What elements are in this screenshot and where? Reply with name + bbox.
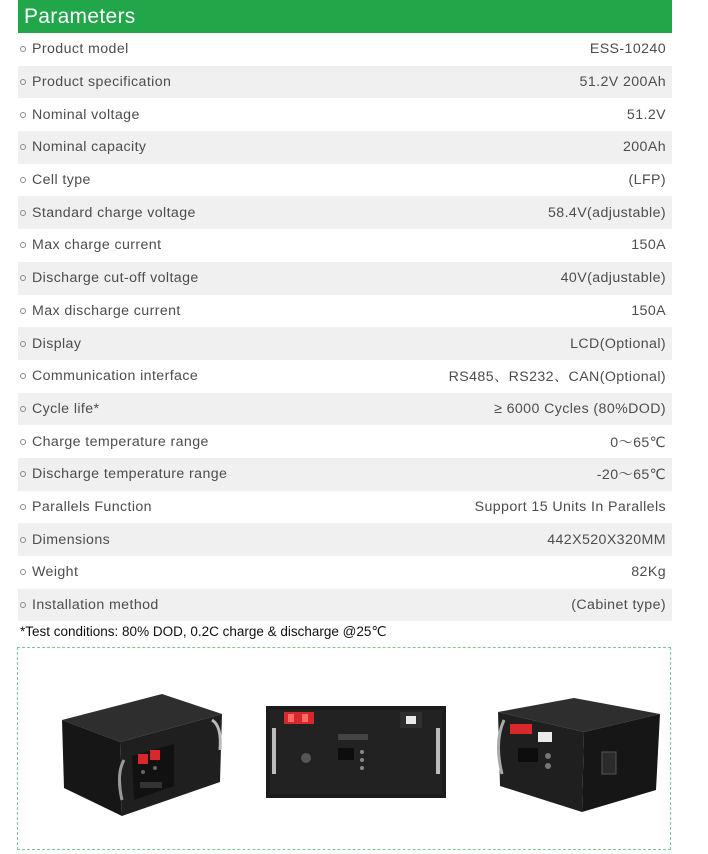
table-row (18, 262, 672, 295)
row-label: Product model (32, 41, 129, 58)
bullet-icon (20, 373, 26, 379)
row-label: Display (32, 335, 82, 352)
row-value: 82Kg (631, 564, 666, 581)
row-value: 51.2V 200Ah (579, 74, 666, 91)
row-label: Cycle life* (32, 400, 100, 417)
battery-angle-right-image (484, 694, 664, 818)
bullet-icon (20, 341, 26, 347)
row-label: Nominal voltage (32, 106, 140, 123)
row-value: ESS-10240 (589, 41, 666, 58)
row-label: Discharge temperature range (32, 466, 228, 483)
battery-angle-left-image (54, 690, 234, 820)
parameters-title: Parameters (24, 5, 136, 28)
row-value: ≥ 6000 Cycles (80%DOD) (494, 400, 666, 417)
bullet-icon (20, 79, 26, 85)
row-label: Dimensions (32, 531, 111, 548)
bullet-icon (20, 177, 26, 183)
table-row (18, 327, 672, 360)
bullet-icon (20, 569, 26, 575)
row-label: Discharge cut-off voltage (32, 270, 199, 287)
row-value: 442X520X320MM (547, 531, 666, 548)
row-value: 40V(adjustable) (560, 270, 666, 287)
test-conditions-note: *Test conditions: 80% DOD, 0.2C charge & discharge @25℃ (20, 624, 387, 639)
table-row (18, 523, 672, 556)
row-label: Standard charge voltage (32, 204, 196, 221)
row-value: 51.2V (626, 106, 666, 123)
row-value: (LFP) (628, 172, 666, 189)
product-image-gallery (17, 647, 671, 850)
table-row (18, 98, 672, 131)
table-row (18, 295, 672, 328)
bullet-icon (20, 471, 26, 477)
table-row (18, 229, 672, 262)
table-row (18, 589, 672, 622)
table-row (18, 360, 672, 393)
table-row (18, 131, 672, 164)
table-row (18, 556, 672, 589)
row-label: Charge temperature range (32, 433, 209, 450)
bullet-icon (20, 308, 26, 314)
row-value: (Cabinet type) (571, 597, 666, 614)
bullet-icon (20, 406, 26, 412)
row-label: Nominal capacity (32, 139, 147, 156)
row-value: LCD(Optional) (570, 335, 666, 352)
bullet-icon (20, 537, 26, 543)
bullet-icon (20, 242, 26, 248)
row-value: Support 15 Units In Parallels (474, 498, 666, 515)
bullet-icon (20, 46, 26, 52)
row-label: Weight (32, 564, 79, 581)
row-value: 58.4V(adjustable) (547, 204, 666, 221)
bullet-icon (20, 144, 26, 150)
table-row (18, 393, 672, 426)
table-row (18, 33, 672, 66)
row-value: 150A (631, 302, 666, 319)
bullet-icon (20, 210, 26, 216)
bullet-icon (20, 504, 26, 510)
row-label: Product specification (32, 74, 172, 91)
bullet-icon (20, 275, 26, 281)
row-label: Installation method (32, 597, 159, 614)
row-value: 0～65℃ (610, 434, 666, 451)
table-row (18, 164, 672, 197)
row-value: RS485、RS232、CAN(Optional) (448, 369, 666, 386)
table-row (18, 425, 672, 458)
row-label: Communication interface (32, 368, 199, 385)
row-label: Max discharge current (32, 302, 181, 319)
table-row (18, 196, 672, 229)
table-row (18, 66, 672, 99)
row-value: 200Ah (622, 139, 666, 156)
bullet-icon (20, 602, 26, 608)
row-label: Cell type (32, 172, 91, 189)
row-label: Parallels Function (32, 498, 152, 515)
parameters-header (18, 0, 672, 33)
row-label: Max charge current (32, 237, 162, 254)
row-value: 150A (631, 237, 666, 254)
table-row (18, 491, 672, 524)
bullet-icon (20, 439, 26, 445)
parameters-table (18, 33, 672, 621)
battery-front-panel-image (266, 706, 446, 798)
bullet-icon (20, 112, 26, 118)
row-value: -20～65℃ (596, 467, 666, 484)
table-row (18, 458, 672, 491)
